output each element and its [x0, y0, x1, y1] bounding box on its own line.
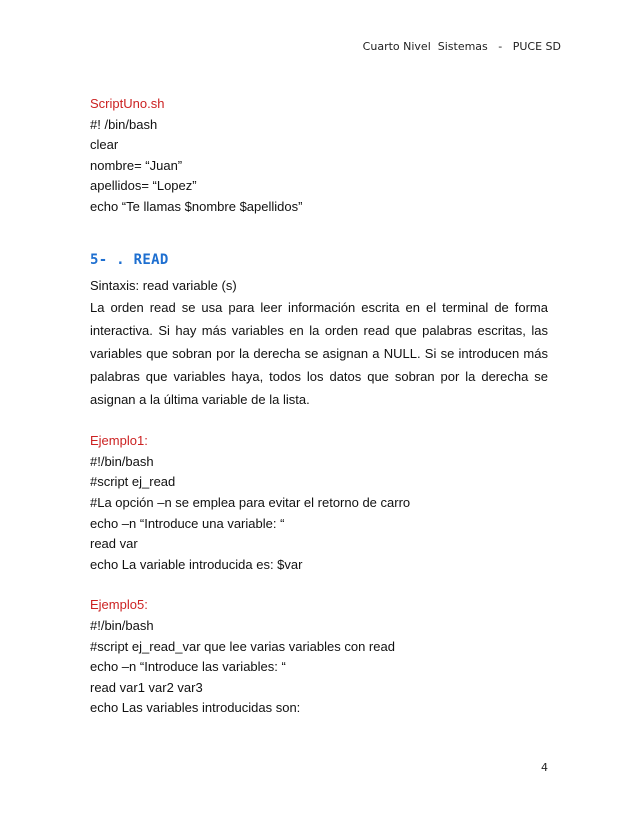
page-header: Cuarto Nivel Sistemas - PUCE SD [362, 40, 561, 53]
page-content [90, 94, 548, 719]
section-paragraph: La orden read se usa para leer información escrita en el terminal de forma interactiva. Si hay más variables en la orden read que palabras escritas, las variables que sobran por la derecha se asignan a NULL. Si se introducen más palabras que variables haya, todos los datos que sobran por la derecha se asignan a la última variable de la lista. [90, 300, 548, 408]
ejemplo1-line: echo La variable introducida es: $var [90, 556, 303, 572]
script-uno-line: apellidos= “Lopez” [90, 178, 197, 194]
page-number: 4 [541, 761, 548, 774]
section-heading: 5- . READ [90, 251, 169, 268]
ejemplo1-line: read var [90, 536, 138, 552]
ejemplo5-line: #!/bin/bash [90, 617, 154, 633]
ejemplo5-title: Ejemplo5: [90, 597, 148, 613]
ejemplo5-line: echo Las variables introducidas son: [90, 700, 301, 716]
ejemplo1-line: #La opción –n se emplea para evitar el retorno de carro [90, 494, 411, 510]
ejemplo5-line: read var1 var2 var3 [90, 679, 203, 695]
ejemplo5-line: #script ej_read_var que lee varias variables con read [90, 638, 395, 654]
ejemplo1-line: #!/bin/bash [90, 453, 154, 469]
ejemplo5-line: echo –n “Introduce las variables: “ [90, 659, 286, 675]
syntax-line: Sintaxis: read variable (s) [90, 277, 237, 293]
ejemplo1-title: Ejemplo1: [90, 433, 148, 449]
script-uno-title: ScriptUno.sh [90, 96, 165, 111]
script-uno-line: echo “Te llamas $nombre $apellidos” [90, 198, 303, 214]
script-uno-line: nombre= “Juan” [90, 157, 183, 173]
script-uno-line: clear [90, 137, 119, 153]
ejemplo1-line: #script ej_read [90, 474, 176, 490]
script-uno-line: #! /bin/bash [90, 116, 158, 132]
ejemplo1-line: echo –n “Introduce una variable: “ [90, 515, 285, 531]
